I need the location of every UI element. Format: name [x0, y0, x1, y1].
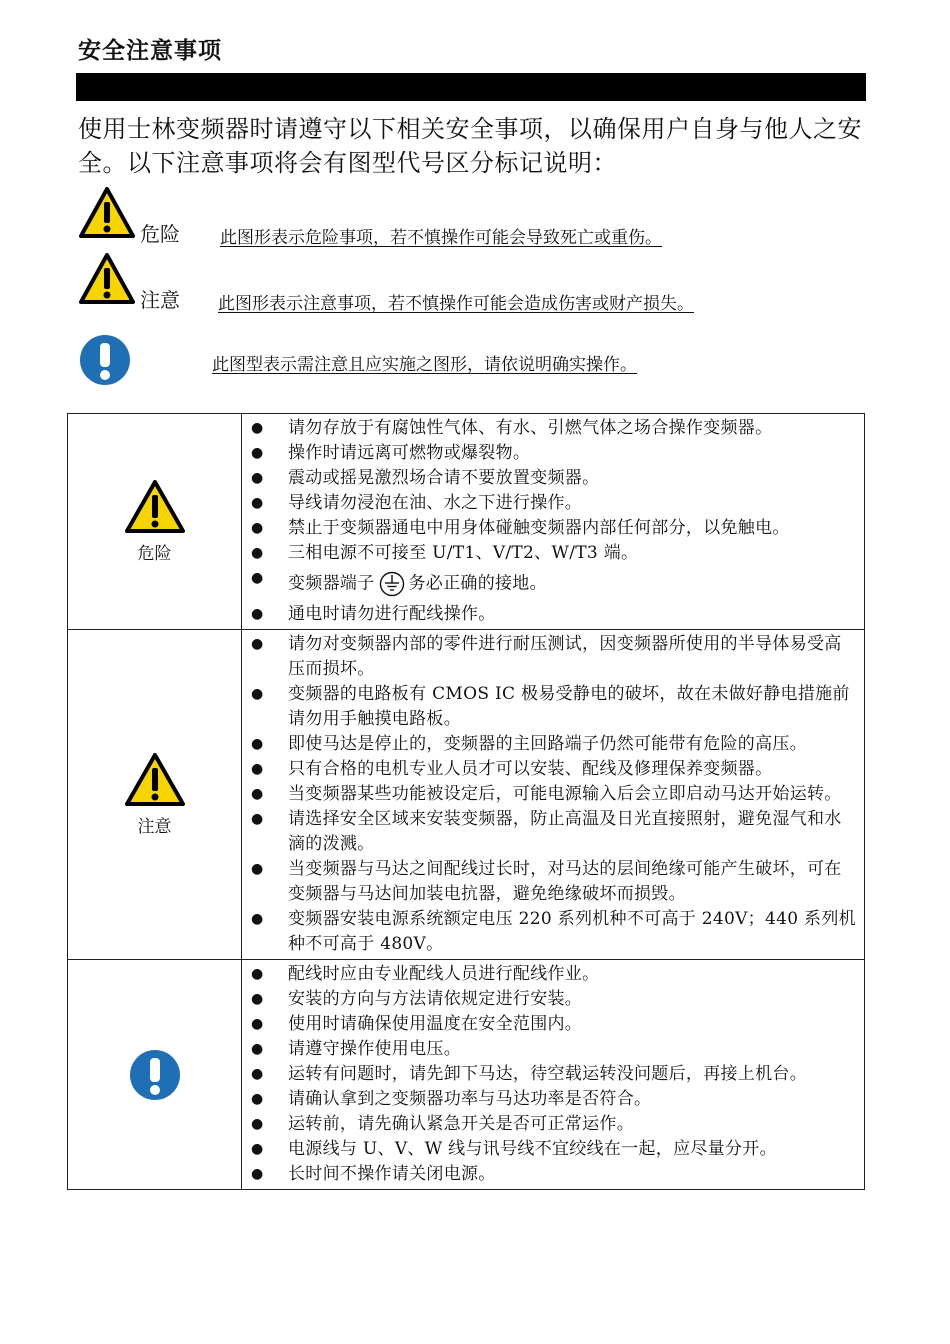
list-item: ● 配线时应由专业配线人员进行配线作业。	[242, 962, 858, 987]
list-item: ● 变频器的电路板有 CMOS IC 极易受静电的破坏，故在未做好静电措施前请勿用手触摸电路板。	[242, 682, 858, 732]
list-item: ● 运转有问题时，请先卸下马达，待空载运转没问题后，再接上机台。	[242, 1062, 858, 1087]
caution-icon-cell	[68, 630, 242, 960]
list-item: ● 变频器安装电源系统额定电压 220 系列机种不可高于 240V；440 系列机种不可高于 480V。	[242, 907, 858, 957]
page-title: 安全注意事项	[78, 38, 222, 64]
ground-symbol-icon	[379, 571, 405, 597]
legend-desc-caution: 此图形表示注意事项，若不慎操作可能会造成伤害或财产损失。	[218, 294, 694, 314]
danger-list	[242, 414, 864, 629]
list-item: ● 即使马达是停止的，变频器的主回路端子仍然可能带有危险的高压。	[242, 732, 858, 757]
list-item: ● 请勿存放于有腐蚀性气体、有水、引燃气体之场合操作变频器。	[242, 416, 858, 441]
legend-mandatory	[78, 333, 868, 393]
list-item: ● 电源线与 U、V、W 线与讯号线不宜绞线在一起，应尽量分开。	[242, 1137, 858, 1162]
list-item: ● 通电时请勿进行配线操作。	[242, 602, 858, 627]
mandatory-row	[68, 960, 865, 1190]
caution-items-cell	[242, 630, 865, 960]
ground-text-before: 变频器端子	[288, 573, 375, 594]
mandatory-icon-cell	[68, 960, 242, 1190]
exclamation-circle-icon	[78, 333, 132, 387]
list-item: ● 三相电源不可接至 U/T1、V/T2、W/T3 端。	[242, 541, 858, 566]
warning-triangle-icon	[78, 252, 136, 306]
list-item: ● 操作时请远离可燃物或爆裂物。	[242, 441, 858, 466]
intro-paragraph: 使用士林变频器时请遵守以下相关安全事项，以确保用户自身与他人之安全。以下注意事项将会有图型代号区分标记说明：	[78, 115, 862, 177]
caution-row	[68, 630, 865, 960]
danger-label: 危险	[137, 544, 172, 564]
warning-triangle-icon	[124, 479, 186, 535]
mandatory-list	[242, 960, 864, 1189]
legend-label-caution: 注意	[140, 288, 180, 312]
warning-triangle-icon	[78, 186, 136, 240]
safety-table	[67, 413, 865, 1190]
list-item: ● 长时间不操作请关闭电源。	[242, 1162, 858, 1187]
caution-label: 注意	[137, 817, 172, 837]
list-item: ● 使用时请确保使用温度在安全范围内。	[242, 1012, 858, 1037]
ground-text-after: 务必正确的接地。	[408, 573, 547, 594]
danger-items-cell	[242, 414, 865, 630]
list-item	[242, 566, 858, 602]
danger-icon-cell	[68, 414, 242, 630]
title-divider-bar	[76, 73, 866, 101]
warning-triangle-icon	[124, 752, 186, 808]
legend-desc-mandatory: 此图型表示需注意且应实施之图形，请依说明确实操作。	[212, 355, 637, 375]
list-item: ● 请选择安全区域来安装变频器，防止高温及日光直接照射，避免湿气和水滴的泼溅。	[242, 807, 858, 857]
list-item: ● 当变频器某些功能被设定后，可能电源输入后会立即启动马达开始运转。	[242, 782, 858, 807]
list-item: ● 禁止于变频器通电中用身体碰触变频器内部任何部分，以免触电。	[242, 516, 858, 541]
list-item: ● 请确认拿到之变频器功率与马达功率是否符合。	[242, 1087, 858, 1112]
legend-label-danger: 危险	[140, 222, 180, 246]
mandatory-items-cell	[242, 960, 865, 1190]
list-item: ● 请勿对变频器内部的零件进行耐压测试，因变频器所使用的半导体易受高压而损坏。	[242, 632, 858, 682]
legend-caution	[78, 252, 868, 312]
exclamation-circle-icon	[128, 1048, 182, 1102]
list-item: ● 导线请勿浸泡在油、水之下进行操作。	[242, 491, 858, 516]
list-item: ● 震动或摇晃激烈场合请不要放置变频器。	[242, 466, 858, 491]
legend-desc-danger: 此图形表示危险事项，若不慎操作可能会导致死亡或重伤。	[220, 228, 662, 248]
list-item: ● 请遵守操作使用电压。	[242, 1037, 858, 1062]
legend-danger	[78, 186, 868, 246]
caution-list	[242, 630, 864, 959]
list-item: ● 安装的方向与方法请依规定进行安装。	[242, 987, 858, 1012]
list-item: ● 只有合格的电机专业人员才可以安装、配线及修理保养变频器。	[242, 757, 858, 782]
list-item: ● 运转前，请先确认紧急开关是否可正常运作。	[242, 1112, 858, 1137]
danger-row	[68, 414, 865, 630]
list-item: ● 当变频器与马达之间配线过长时，对马达的层间绝缘可能产生破坏，可在变频器与马达间加装电抗器，避免绝缘破坏而损毁。	[242, 857, 858, 907]
